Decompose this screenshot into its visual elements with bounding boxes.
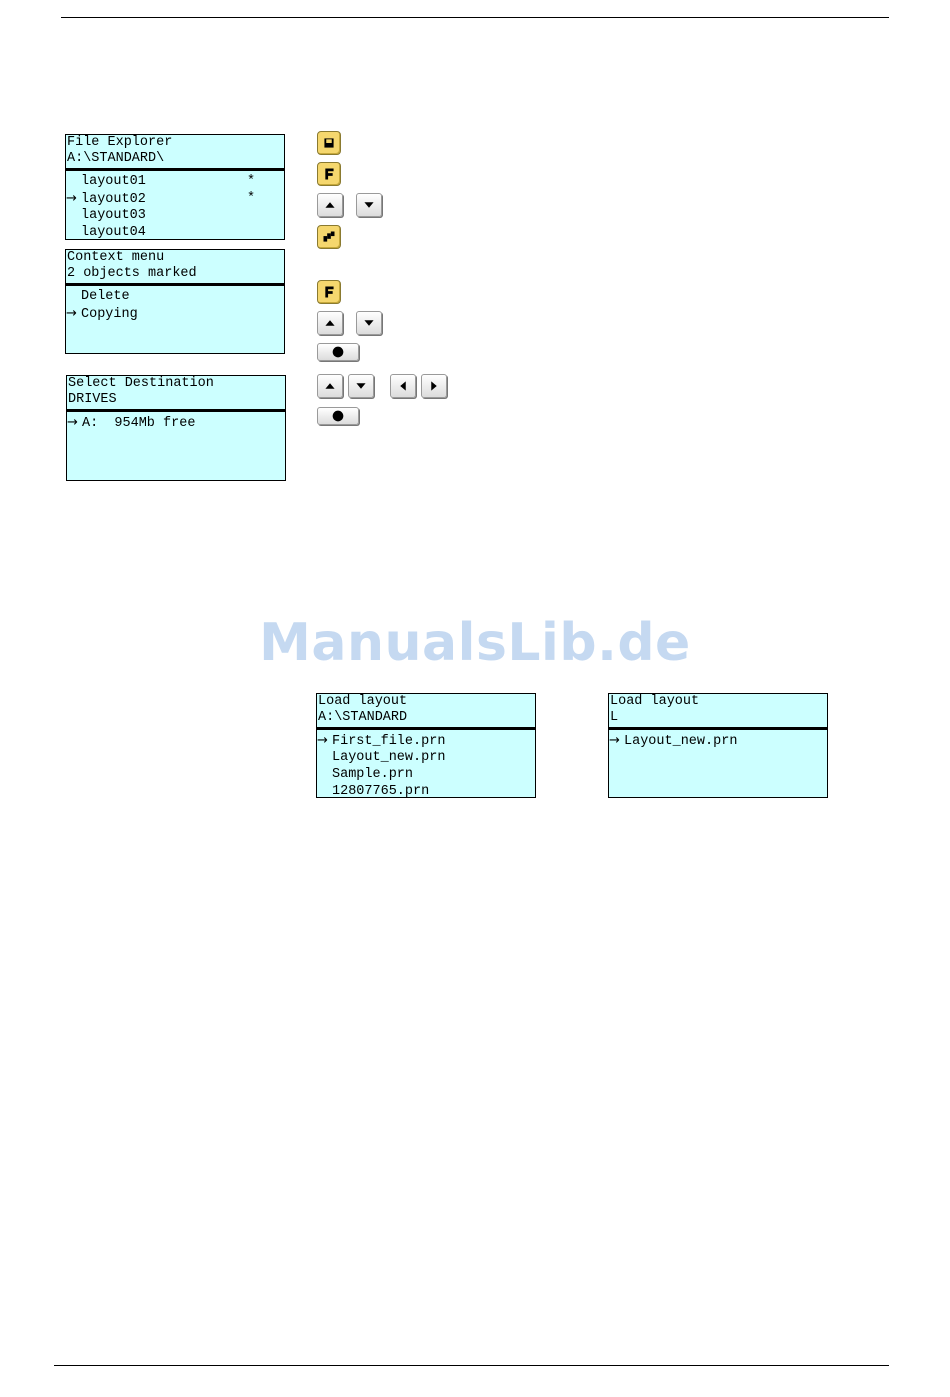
down-arrow-key-icon[interactable] [348, 374, 374, 398]
drive-item[interactable]: → A: 954Mb free [67, 415, 196, 431]
load-layout-screen [316, 693, 536, 798]
marked-indicator: * [247, 174, 256, 189]
list-item[interactable]: layout03 [81, 208, 146, 223]
list-item[interactable]: layout04 [81, 225, 146, 240]
marked-indicator: * [247, 191, 256, 206]
list-item[interactable]: → layout02 * [66, 191, 256, 207]
left-arrow-key-icon[interactable] [390, 374, 416, 398]
down-arrow-key-icon[interactable] [356, 311, 382, 335]
up-arrow-key-icon[interactable] [317, 374, 343, 398]
screen-title: Select Destination [68, 376, 214, 391]
selection-arrow-icon: → [66, 306, 77, 321]
context-menu-screen [65, 249, 285, 354]
screen-subtitle: 2 objects marked [67, 266, 197, 281]
menu-item-delete[interactable]: Delete [81, 289, 130, 304]
list-item[interactable]: layout01 * [81, 174, 256, 189]
ok-key-icon[interactable] [317, 343, 359, 361]
file-item[interactable]: Layout_new.prn [332, 750, 446, 765]
ok-key-icon[interactable] [317, 407, 359, 425]
top-rule [61, 17, 889, 18]
file-item[interactable]: Sample.prn [332, 767, 414, 782]
function-key-icon[interactable] [317, 162, 341, 186]
file-explorer-screen [65, 134, 285, 240]
screen-title: Load layout [610, 694, 700, 709]
menu-item-copying[interactable]: → Copying [66, 306, 138, 322]
select-destination-screen [66, 375, 286, 481]
screen-subtitle: DRIVES [68, 392, 117, 407]
watermark: ManualsLib.de [259, 613, 691, 673]
screen-title: Load layout [318, 694, 408, 709]
screen-title: File Explorer [67, 135, 173, 150]
mark-key-icon[interactable] [317, 225, 341, 249]
file-item[interactable]: 12807765.prn [332, 784, 430, 798]
screen-path: A:\STANDARD [318, 710, 408, 725]
selection-arrow-icon: → [609, 733, 620, 748]
screen-title: Context menu [67, 250, 165, 265]
file-item[interactable]: → Layout_new.prn [609, 733, 738, 749]
bottom-rule [54, 1365, 889, 1366]
screen-path: L [610, 710, 619, 725]
function-key-icon[interactable] [317, 280, 341, 304]
save-key-icon[interactable] [317, 131, 341, 155]
selection-arrow-icon: → [317, 733, 328, 748]
right-arrow-key-icon[interactable] [421, 374, 447, 398]
screen-path: A:\STANDARD\ [67, 151, 165, 166]
file-item[interactable]: → First_file.prn [317, 733, 446, 749]
up-arrow-key-icon[interactable] [317, 193, 343, 217]
down-arrow-key-icon[interactable] [356, 193, 382, 217]
up-arrow-key-icon[interactable] [317, 311, 343, 335]
selection-arrow-icon: → [66, 191, 77, 206]
load-layout-screen [608, 693, 828, 798]
selection-arrow-icon: → [67, 415, 78, 430]
